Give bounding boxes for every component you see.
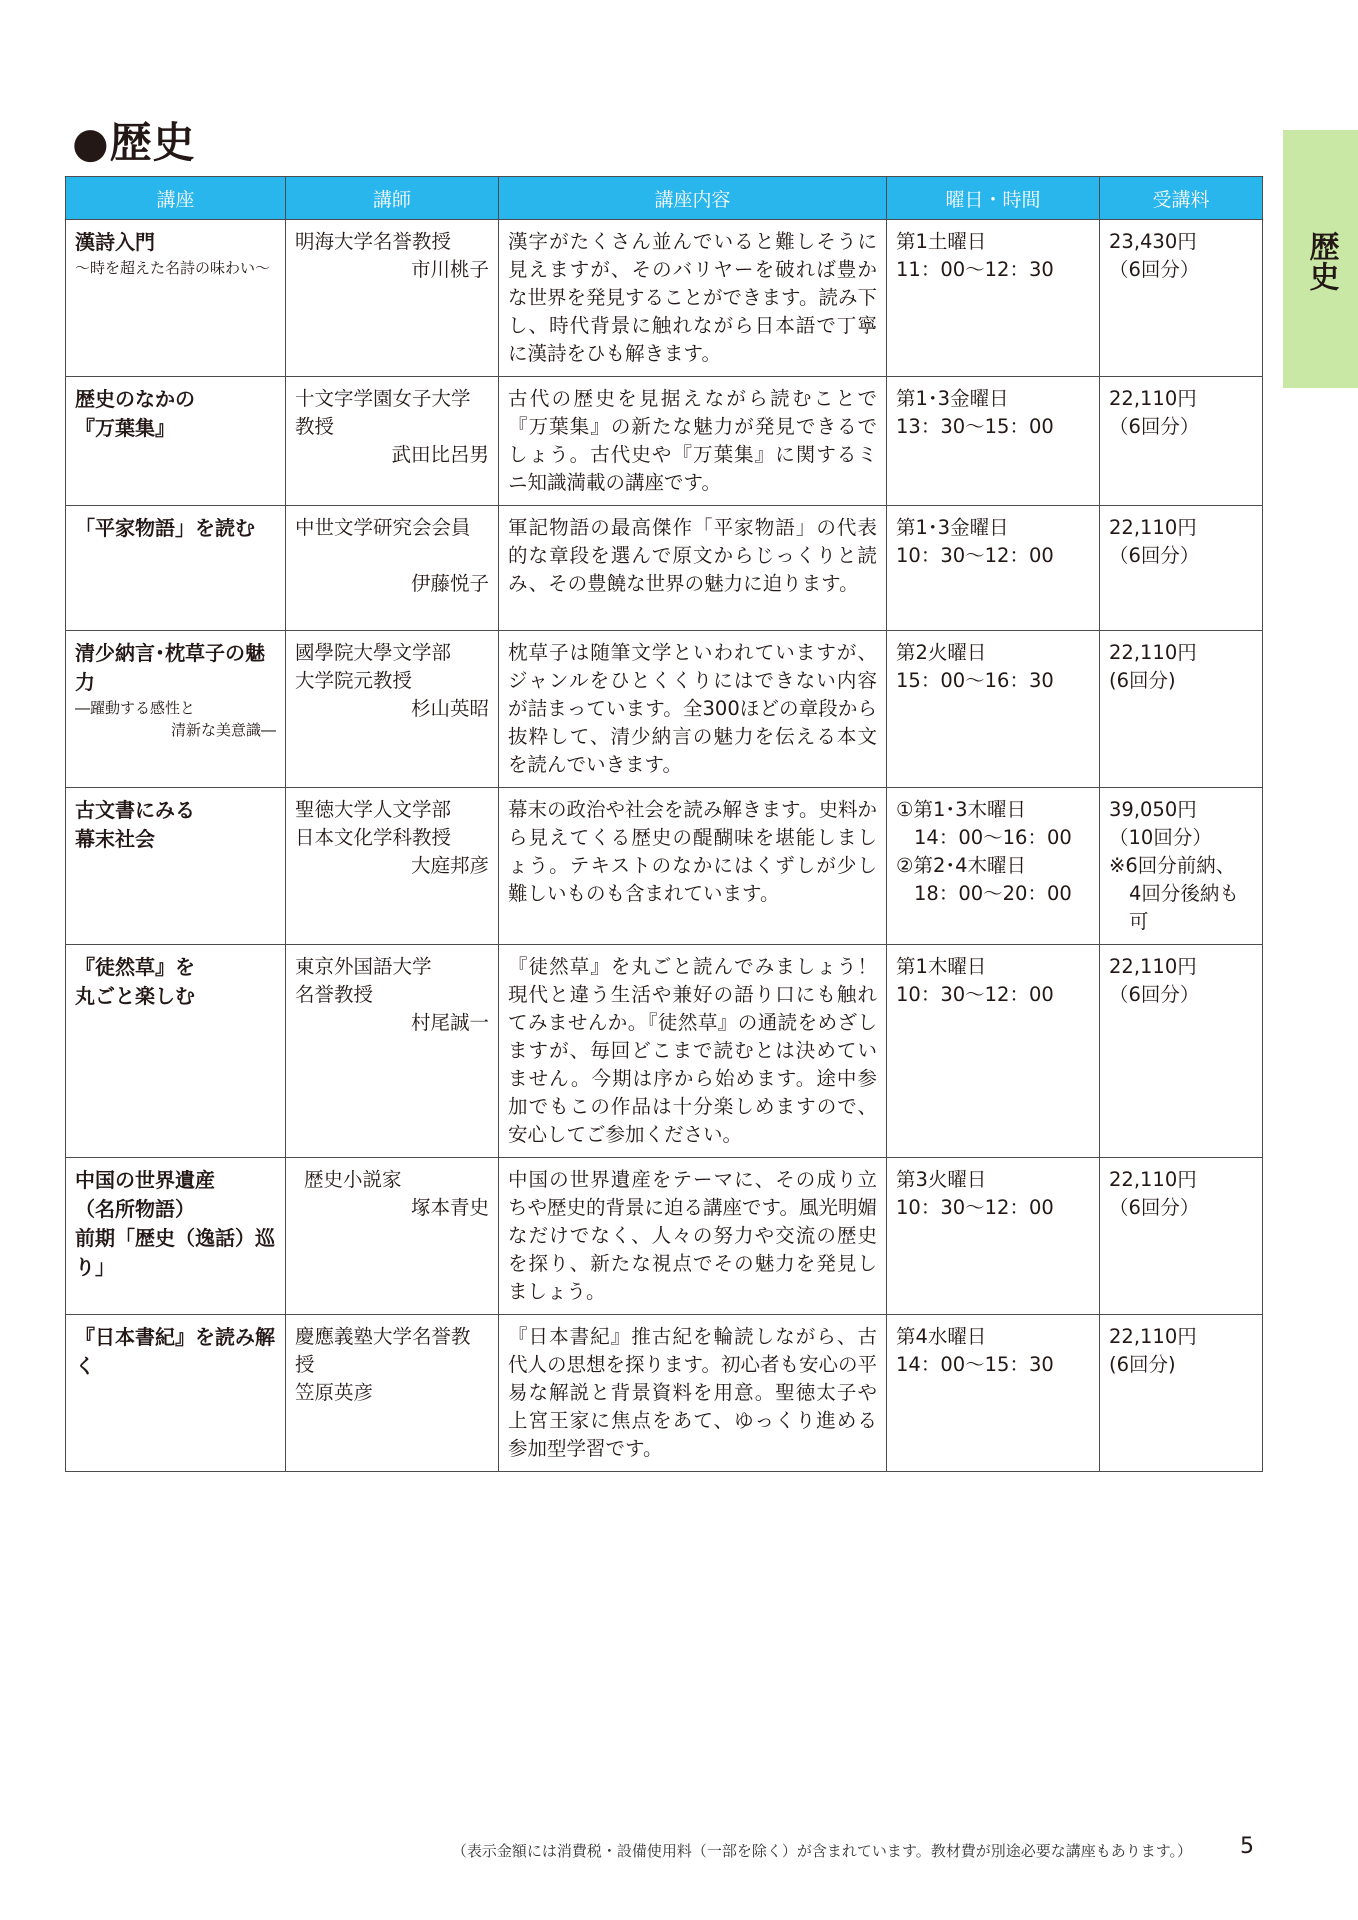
fee-line: 22,110円: [1109, 641, 1197, 664]
description-cell: [499, 945, 887, 1158]
course-subtitle: ―躍動する感性と: [75, 699, 196, 717]
description-cell: [499, 220, 887, 377]
fee-line: （6回分）: [1109, 983, 1200, 1006]
table-row: [66, 220, 1263, 377]
description-cell: [499, 1158, 887, 1315]
course-description: 『徒然草』を丸ごと読んでみましょう！現代と違う生活や兼好の語り口にも触れてみませんか。『徒然草』の通読をめざしますが、毎回どこまで読むとは決めていません。今期は序から始めます。途中参加でもこの作品は十分楽しめますので、安心してご参加ください。: [508, 955, 877, 1146]
fee-line: ※6回分前納、: [1109, 854, 1236, 877]
instructor-cell: [286, 1315, 499, 1472]
header-instructor: 講師: [286, 177, 499, 220]
fee-line: 22,110円: [1109, 516, 1197, 539]
course-cell: [66, 788, 286, 945]
instructor-cell: [286, 377, 499, 506]
description-cell: [499, 377, 887, 506]
schedule-cell: [887, 1158, 1100, 1315]
instructor-cell: [286, 1158, 499, 1315]
instructor-affiliation: 東京外国語大学: [295, 955, 432, 978]
instructor-name: 塚本青史: [410, 1196, 489, 1219]
schedule-line: 14：00〜15：30: [896, 1353, 1054, 1376]
table-row: [66, 631, 1263, 788]
schedule-line: 13：30〜15：00: [896, 415, 1054, 438]
fee-cell: [1100, 377, 1263, 506]
course-title: 『徒然草』を 丸ごと楽しむ: [75, 955, 195, 1008]
instructor-cell: [286, 506, 499, 631]
course-description: 漢字がたくさん並んでいると難しそうに見えますが、そのバリヤーを破れば豊かな世界を発見することができます。読み下し、時代背景に触れながら日本語で丁寧に漢詩をひも解きます。: [508, 230, 877, 365]
fee-cell: [1100, 1158, 1263, 1315]
fee-line: （6回分）: [1109, 258, 1200, 281]
instructor-affiliation: 中世文学研究会会員: [295, 516, 471, 539]
header-content: 講座内容: [499, 177, 887, 220]
instructor-name: 大庭邦彦: [410, 854, 489, 877]
fee-cell: [1100, 1315, 1263, 1472]
instructor-name: 伊藤悦子: [410, 572, 489, 595]
fee-line: 4回分後納も可: [1129, 882, 1239, 933]
fee-cell: [1100, 506, 1263, 631]
schedule-line: 第2火曜日: [896, 641, 987, 664]
schedule-line: 第4水曜日: [896, 1325, 987, 1348]
table-row: [66, 788, 1263, 945]
schedule-cell: [887, 1315, 1100, 1472]
side-tab: [1283, 130, 1358, 388]
course-title: 古文書にみる 幕末社会: [75, 798, 195, 851]
fee-line: 23,430円: [1109, 230, 1197, 253]
course-cell: [66, 506, 286, 631]
fee-line: （6回分）: [1109, 415, 1200, 438]
header-course: 講座: [66, 177, 286, 220]
course-description: 中国の世界遺産をテーマに、その成り立ちや歴史的背景に迫る講座です。風光明媚なだけでなく、人々の努力や交流の歴史を探り、新たな視点でその魅力を発見しましょう。: [508, 1168, 877, 1303]
instructor-affiliation: 大学院元教授: [295, 669, 413, 692]
course-description: 古代の歴史を見据えながら読むことで『万葉集』の新たな魅力が発見できるでしょう。古代史や『万葉集』に関するミニ知識満載の講座です。: [508, 387, 877, 494]
instructor-affiliation: 歴史小説家: [304, 1168, 402, 1191]
schedule-line: 18：00〜20：00: [914, 882, 1072, 905]
course-title: 清少納言･枕草子の魅力: [75, 641, 265, 694]
course-title: 漢詩入門: [75, 230, 155, 254]
course-cell: [66, 1158, 286, 1315]
schedule-line: 第3火曜日: [896, 1168, 987, 1191]
course-title: 中国の世界遺産 （名所物語） 前期「歴史（逸話）巡り」: [75, 1168, 275, 1279]
course-title: 『日本書紀』を読み解く: [75, 1325, 275, 1378]
description-cell: [499, 506, 887, 631]
instructor-name: 杉山英昭: [410, 697, 489, 720]
course-cell: [66, 631, 286, 788]
instructor-cell: [286, 631, 499, 788]
schedule-line: ①第1･3木曜日: [896, 798, 1027, 821]
schedule-cell: [887, 945, 1100, 1158]
fee-line: （10回分）: [1109, 826, 1212, 849]
course-subtitle: 〜時を超えた名詩の味わい〜: [75, 259, 271, 277]
schedule-line: 第1木曜日: [896, 955, 987, 978]
description-cell: [499, 631, 887, 788]
instructor-cell: [286, 945, 499, 1158]
courses-table-body: [66, 220, 1263, 1472]
instructor-affiliation: 明海大学名誉教授: [295, 230, 452, 253]
instructor-affiliation: [295, 542, 489, 570]
fee-line: 39,050円: [1109, 798, 1197, 821]
schedule-line: 14：00〜16：00: [914, 826, 1072, 849]
course-cell: [66, 945, 286, 1158]
course-description: 幕末の政治や社会を読み解きます。史料から見えてくる歴史の醍醐味を堪能しましょう。テキストのなかにはくずしが少し難しいものも含まれています。: [508, 798, 877, 905]
schedule-line: 10：30〜12：00: [896, 983, 1054, 1006]
header-schedule: 曜日・時間: [887, 177, 1100, 220]
fee-line: 22,110円: [1109, 955, 1197, 978]
schedule-cell: [887, 220, 1100, 377]
fee-line: (6回分): [1109, 1353, 1176, 1376]
schedule-line: 第1土曜日: [896, 230, 987, 253]
courses-table: [65, 176, 1263, 1472]
course-cell: [66, 220, 286, 377]
description-cell: [499, 788, 887, 945]
schedule-cell: [887, 788, 1100, 945]
course-description: 枕草子は随筆文学といわれていますが、ジャンルをひとくくりにはできない内容が詰まっています。全300ほどの章段から抜粋して、清少納言の魅力を伝える本文を読んでいきます。: [508, 641, 877, 776]
course-description: 軍記物語の最高傑作「平家物語」の代表的な章段を選んで原文からじっくりと読み、その豊饒な世界の魅力に迫ります。: [508, 516, 877, 595]
schedule-line: ②第2･4木曜日: [896, 854, 1027, 877]
description-cell: [499, 1315, 887, 1472]
course-title: 「平家物語」を読む: [75, 516, 255, 540]
schedule-line: 10：30〜12：00: [896, 544, 1054, 567]
fee-line: 22,110円: [1109, 1325, 1197, 1348]
schedule-line: 10：30〜12：00: [896, 1196, 1054, 1219]
fee-line: （6回分）: [1109, 544, 1200, 567]
page-number: 5: [1240, 1834, 1254, 1859]
table-row: [66, 506, 1263, 631]
fee-line: 22,110円: [1109, 387, 1197, 410]
schedule-cell: [887, 377, 1100, 506]
schedule-line: 15：00〜16：30: [896, 669, 1054, 692]
footnote: （表示金額には消費税・設備使用料（一部を除く）が含まれています。教材費が別途必要な講座もあります。）: [451, 1842, 1192, 1860]
table-row: [66, 1158, 1263, 1315]
instructor-cell: [286, 788, 499, 945]
course-cell: [66, 377, 286, 506]
instructor-affiliation: 十文字学園女子大学: [295, 387, 471, 410]
schedule-cell: [887, 631, 1100, 788]
table-header-row: [66, 177, 1263, 220]
side-tab-label: 歴史: [1303, 231, 1339, 291]
fee-cell: [1100, 631, 1263, 788]
instructor-affiliation: 教授: [295, 415, 335, 438]
table-row: [66, 1315, 1263, 1472]
table-row: [66, 945, 1263, 1158]
fee-line: (6回分): [1109, 669, 1176, 692]
instructor-name: 村尾誠一: [410, 1011, 489, 1034]
instructor-affiliation: 國學院大學文学部: [295, 641, 452, 664]
fee-cell: [1100, 788, 1263, 945]
fee-cell: [1100, 220, 1263, 377]
fee-cell: [1100, 945, 1263, 1158]
fee-line: 22,110円: [1109, 1168, 1197, 1191]
course-description: 『日本書紀』推古紀を輪読しながら、古代人の思想を探ります。初心者も安心の平易な解説と背景資料を用意。聖徳太子や上宮王家に焦点をあて、ゆっくり進める参加型学習です。: [508, 1325, 877, 1460]
course-subtitle: 清新な美意識―: [170, 721, 276, 739]
fee-line: （6回分）: [1109, 1196, 1200, 1219]
schedule-line: 第1･3金曜日: [896, 516, 1009, 539]
section-title: ●歴史: [72, 118, 196, 167]
table-row: [66, 377, 1263, 506]
instructor-cell: [286, 220, 499, 377]
instructor-affiliation: 聖徳大学人文学部: [295, 798, 452, 821]
instructor-name: 市川桃子: [410, 258, 489, 281]
instructor-name: 武田比呂男: [391, 443, 489, 466]
schedule-cell: [887, 506, 1100, 631]
instructor-affiliation: 慶應義塾大学名誉教授: [295, 1325, 471, 1376]
schedule-line: 11：00〜12：30: [896, 258, 1054, 281]
schedule-line: 第1･3金曜日: [896, 387, 1009, 410]
instructor-affiliation: 名誉教授: [295, 983, 374, 1006]
course-cell: [66, 1315, 286, 1472]
course-title: 歴史のなかの 『万葉集』: [75, 387, 195, 440]
instructor-affiliation: 日本文化学科教授: [295, 826, 452, 849]
instructor-affiliation: 笠原英彦: [295, 1381, 374, 1404]
header-fee: 受講料: [1100, 177, 1263, 220]
